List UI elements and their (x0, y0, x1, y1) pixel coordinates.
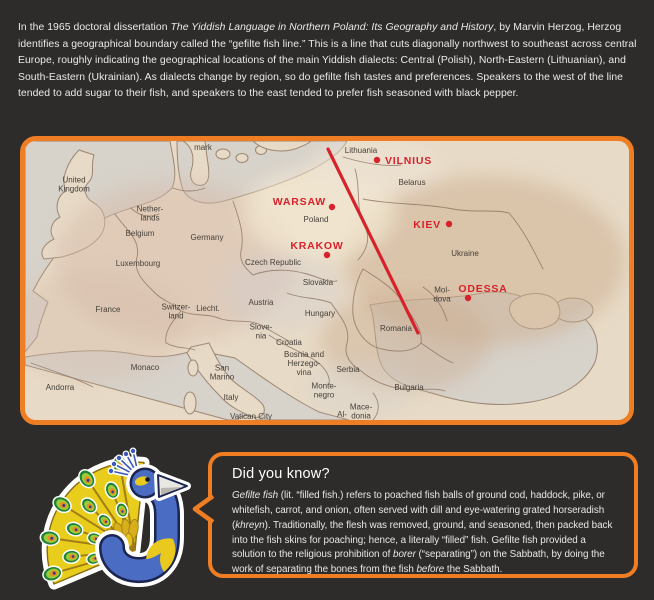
europe-map (20, 136, 634, 425)
country-label: Luxembourg (115, 259, 161, 268)
speech-bubble-tail-icon (191, 492, 215, 526)
country-label: Italy (223, 393, 239, 402)
country-label: Bulgaria (394, 383, 424, 392)
country-label: Monaco (130, 363, 160, 372)
country-label: Liecht. (196, 304, 220, 313)
country-label: Bosnia and Herzego-vina (283, 350, 325, 377)
country-label: Mace-donia (349, 402, 373, 420)
country-label: Lithuania (344, 146, 378, 155)
city-dot (374, 157, 380, 163)
country-label: Belgium (125, 229, 155, 238)
peacock-eye-feather (63, 550, 80, 563)
country-label: Slove-nia (249, 322, 273, 341)
did-you-know-bubble (208, 452, 638, 578)
country-label: Slovakia (302, 278, 334, 287)
city-dot (446, 221, 452, 227)
did-you-know-heading: Did you know? (232, 466, 330, 482)
country-label: Vatican City (229, 412, 273, 420)
peacock-icon (15, 437, 210, 599)
country-label: Ukraine (451, 249, 479, 258)
city-label: KRAKOW (290, 240, 344, 252)
map-graphic (25, 141, 629, 420)
peacock-eye-feather (40, 530, 59, 545)
country-label: Poland (303, 215, 329, 224)
country-label: United Kingdom (58, 175, 90, 194)
did-you-know-text: Gefilte fish (lit. “filled fish.) refers to poached fish balls of ground cod, haddock, pike, or whitefish, carrot, and onion, often served with dill and eye-watering grated horseradish (khreyn). Traditionally, the flesh was removed, ground, and seasoned, then packed back into the fish skins for poaching; hence, a literally “filled” fish. Gefilte fish provided a solution to the religious prohibition of borer (“separating”) on the Sabbath, by doing the work of separating the bones from the fish before the Sabbath. (232, 490, 613, 576)
country-label: Austria (248, 298, 274, 307)
country-label: Hungary (304, 309, 336, 318)
country-label: Serbia (336, 365, 360, 374)
city-label: VILNIUS (385, 155, 433, 167)
country-label: Monte-negro (311, 381, 337, 400)
country-label: Croatia (276, 338, 302, 347)
country-label: Switzer-land (161, 302, 191, 321)
country-label: Nether-lands (136, 204, 164, 223)
country-label: San Marino (209, 363, 235, 382)
country-label: Czech Republic (244, 258, 302, 267)
city-dot (465, 295, 471, 301)
city-label: ODESSA (458, 283, 508, 295)
country-label: Al- (337, 410, 347, 419)
country-label: France (95, 305, 121, 314)
city-dot (329, 204, 335, 210)
country-label: Romania (379, 324, 413, 333)
city-label: WARSAW (272, 196, 326, 208)
country-label: Belarus (398, 178, 426, 187)
country-label: Germany (190, 233, 224, 242)
country-label: Andorra (45, 383, 75, 392)
country-label: Mol-dova (433, 285, 451, 304)
intro-paragraph: In the 1965 doctoral dissertation The Yiddish Language in Northern Poland: Its Geography and History, by Marvin Herzog, Herzog identifies a geographical boundary called the “gefilte fish line.” This is a line that cuts diagonally northwest to southeast across central Europe, roughly indicating the geographical locations of the main Yiddish dialects: Central (Polish), North-Eastern (Lithuanian), and South-Eastern (Ukrainian). As dialects change by region, so do gefilte fish tastes and preferences. Speakers to the west of the line tended to add sugar to their fish, and speakers to the east tended to prefer fish seasoned with black pepper. (18, 22, 637, 100)
peacock-eye (145, 477, 150, 482)
city-label: KIEV (413, 219, 441, 231)
city-dot (324, 252, 330, 258)
country-label: mark (194, 143, 212, 152)
